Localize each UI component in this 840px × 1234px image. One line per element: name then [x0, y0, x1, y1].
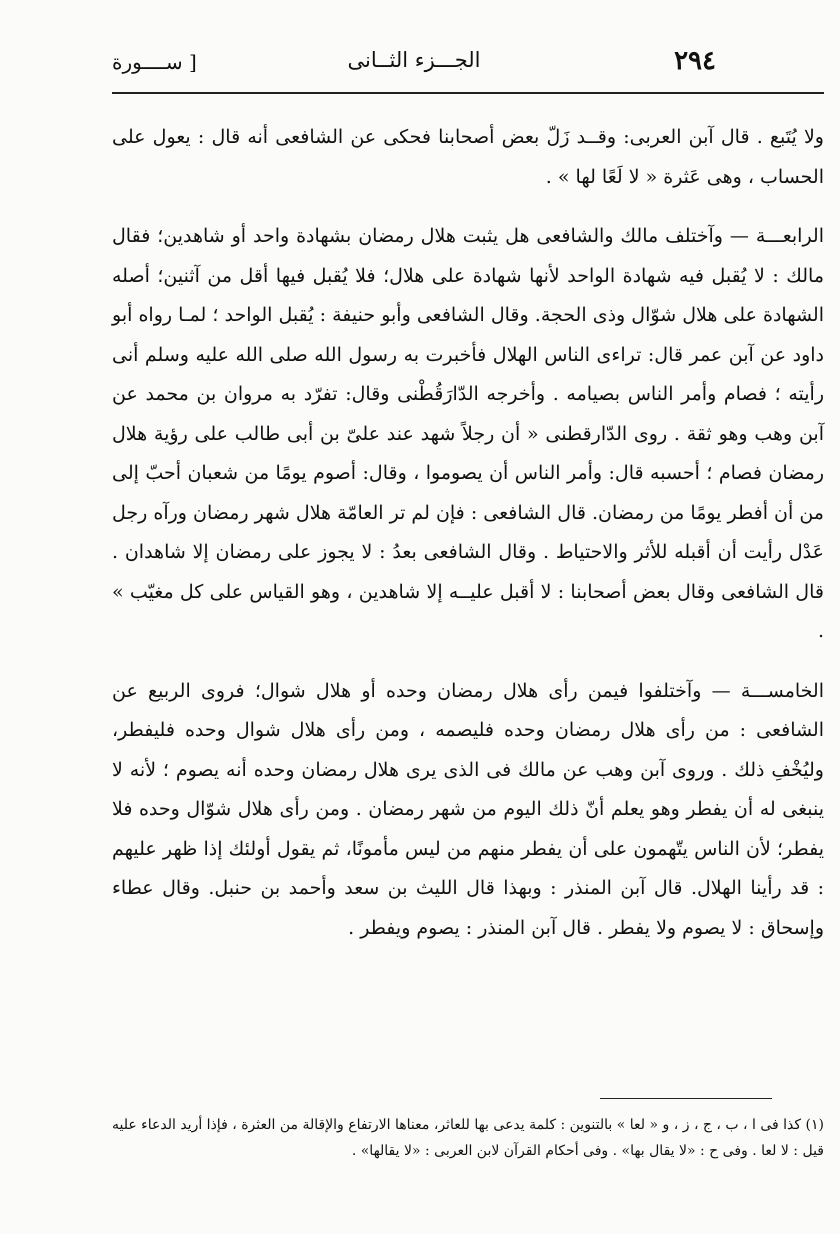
body-text	[112, 118, 824, 948]
footnotes	[112, 1112, 824, 1164]
page-header	[112, 40, 716, 88]
footnote-rule	[600, 1098, 772, 1099]
page-number: ٢٩٤	[674, 46, 716, 76]
header-rule	[112, 92, 824, 94]
paragraph-intro: ولا يُتَبع . قال آبن العربى: وقــد زَلّ بعض أصحابنا فحكى عن الشافعى أنه قال : يعول على الحساب ، وهى عَثرة « لا لَعًا لها » .	[112, 126, 824, 188]
footnote-1: (١) كذا فى ا ، ب ، ج ، ز ، و « لعا » بالتنوين : كلمة يدعى بها للعاثر، معناها الارتفاع والإقالة من العثرة ، فإذا أريد الدعاء عليه قيل : لا لعا . وفى ح : «لا يقال بها» . وفى أحكام القرآن لابن العربى : «لا يقالها» .	[112, 1117, 824, 1159]
running-title: الجـــزء الثــانى	[347, 48, 481, 72]
surah-label: [ ســــورة	[112, 50, 197, 74]
paragraph-fifth: الخامســـة — وآختلفوا فيمن رأى هلال رمضان وحده أو هلال شوال؛ فروى الربيع عن الشافعى : من رأى هلال رمضان وحده فليصمه ، ومن رأى هلال شوال وحده فليفطر، وليُخْفِ ذلك . وروى آبن وهب عن مالك فى الذى يرى هلال رمضان وحده أنه يصوم ؛ لأنه لا ينبغى له أن يفطر وهو يعلم أنّ ذلك اليوم من شهر رمضان . ومن رأى هلال شوّال وحده فلا يفطر؛ لأن الناس يتّهمون على أن يفطر منهم من ليس مأمونًا، ثم يقول أولئك إذا ظهر عليهم : قد رأينا الهلال. قال آبن المنذر : وبهذا قال الليث بن سعد وأحمد بن حنبل. وقال عطاء وإسحاق : لا يصوم ولا يفطر . قال آبن المنذر : يصوم ويفطر .	[112, 679, 824, 939]
paragraph-fourth: الرابعـــة — وآختلف مالك والشافعى هل يثبت هلال رمضان بشهادة واحد أو شاهدين؛ فقال مالك : لا يُقبل فيه شهادة الواحد لأنها شهادة على هلال؛ فلا يُقبل فيها أقل من آثنين؛ أصله الشهادة على هلال شوّال وذى الحجة. وقال الشافعى وأبو حنيفة : يُقبل الواحد ؛ لمـا رواه أبو داود عن آبن عمر قال: تراءى الناس الهلال فأخبرت به رسول الله صلى الله عليه وسلم أنى رأيته ؛ فصام وأمر الناس بصيامه . وأخرجه الدّارَقُطْنى وقال: تفرّد به مروان بن محمد عن آبن وهب وهو ثقة . روى الدّارقطنى « أن رجلاً شهد عند علىّ بن أبى طالب على رؤية هلال رمضان فصام ؛ أحسبه قال: وأمر الناس أن يصوموا ، وقال: أصوم يومًا من شعبان أحبّ إلى من أن أفطر يومًا من رمضان. قال الشافعى : فإن لم تر العامّة هلال شهر رمضان ورآه رجل عَدْل رأيت أن أقبله للأثر والاحتياط . وقال الشافعى بعدُ : لا يجوز على رمضان إلا شاهدان . قال الشافعى وقال بعض أصحابنا : لا أقبل عليــه إلا شاهدين ، وهو القياس على كل مغيّب » .	[112, 225, 824, 642]
